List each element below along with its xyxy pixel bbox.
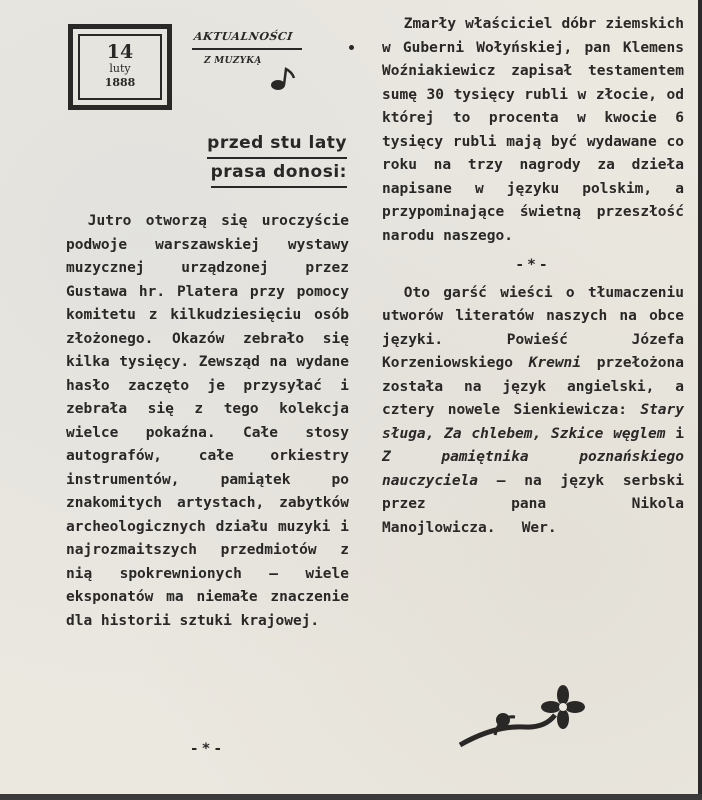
- title-krewni: Krewni: [528, 355, 582, 371]
- flower-ornament-icon: [455, 685, 590, 765]
- section-heading: [207, 130, 347, 188]
- separator: -*-: [189, 741, 226, 757]
- date-month: luty: [109, 62, 131, 75]
- date-day: 14: [106, 41, 134, 63]
- separator: -*-: [515, 257, 551, 273]
- scan-edge-right: [698, 0, 702, 800]
- article-paragraph-bequest: Zmarły właściciel dóbr ziemskich w Guberni Wołyńskiej, pan Klemens Woźniakiewicz zapisał testamentem sumę 30 tysięcy rubli w złocie, od której to procenta w kwocie 6 tysięcy rubli mają być wydawane co roku na trzy nagrody za dzieła napisane w języku polskim, a przypominające świetną przeszłość narodu naszego.: [382, 16, 684, 244]
- right-column: [382, 13, 684, 540]
- author-signature: Wer.: [521, 519, 557, 536]
- music-note-icon: [270, 66, 296, 92]
- article-paragraph-translations: Oto garść wieści o tłumaczeniu utworów literatów naszych na obce języki. Powieść Józefa Korzeniowskiego Krewni przełożona została na język angielski, a cztery nowele Sienkiewicza: Stary sługa, Za chlebem, Szkice węglem i Z pamiętnika poznańskiego nauczyciela — na język serbski przez pana Nikola Manojlowicza. Wer.: [382, 284, 684, 536]
- column-logo: [192, 26, 304, 96]
- logo-title: AKTUALNOŚCI: [193, 30, 294, 43]
- title-pamietnik: Z pamiętnika poznańskiego nauczyciela: [382, 449, 684, 489]
- heading-line-1: przed stu laty: [207, 130, 347, 159]
- title-nowele: Stary sługa, Za chlebem, Szkice węglem: [382, 402, 684, 442]
- bullet-dot: [349, 45, 354, 50]
- left-column: [66, 210, 349, 757]
- heading-line-2: prasa donosi:: [211, 159, 347, 188]
- logo-rule: [192, 48, 302, 50]
- date-year: 1888: [104, 76, 136, 89]
- logo-subtitle: Z MUZYKĄ: [204, 56, 262, 66]
- date-box: [68, 24, 172, 110]
- article-paragraph-exhibition: Jutro otworzą się uroczyście podwoje warszawskiej wystawy muzycznej urządzonej przez Gustawa hr. Platera przy pomocy komitetu z kilkudziesięciu osób złożonego. Okazów zebrało się kilka tysięcy. Zewsząd na wydane hasło zaczęto je przysyłać i zebrała się z tego kolekcja wielce pokaźna. Całe stosy autografów, całe orkiestry instrumentów, pamiątek po znakomitych artystach, zabytków archeologicznych działu muzyki i najrozmaitszych przedmiotów z nią spokrewnionych — wiele eksponatów ma niemałe znaczenie dla historii sztuki krajowej.: [66, 213, 349, 629]
- scan-edge-bottom: [0, 794, 702, 800]
